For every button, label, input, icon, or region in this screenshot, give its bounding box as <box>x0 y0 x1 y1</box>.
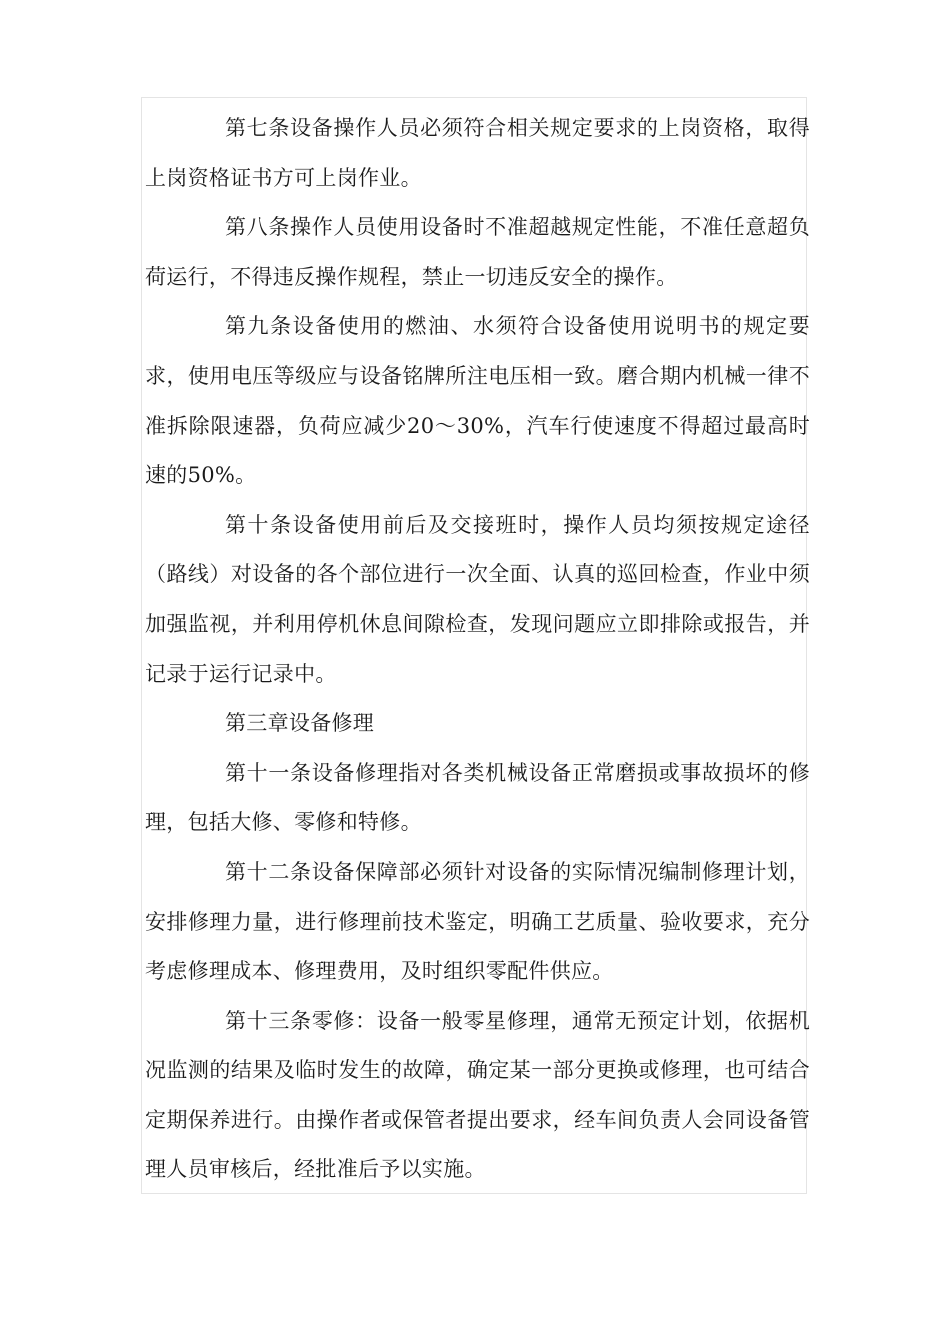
document-body <box>145 104 810 1195</box>
article-8-paragraph: 第八条操作人员使用设备时不准超越规定性能，不准任意超负荷运行，不得违反操作规程，禁止一切违反安全的操作。 <box>145 215 810 289</box>
chapter-3-heading: 第三章设备修理 <box>225 711 375 736</box>
article-11-paragraph: 第十一条设备修理指对各类机械设备正常磨损或事故损坏的修理，包括大修、零修和特修。 <box>145 760 810 835</box>
article-12-paragraph: 第十二条设备保障部必须针对设备的实际情况编制修理计划，安排修理力量，进行修理前技术鉴定，明确工艺质量、验收要求，充分考虑修理成本、修理费用，及时组织零配件供应。 <box>145 859 810 984</box>
article-9-paragraph: 第九条设备使用的燃油、水须符合设备使用说明书的规定要求，使用电压等级应与设备铭牌所注电压相一致。磨合期内机械一律不准拆除限速器，负荷应减少20～30%，汽车行使速度不得超过最高时速的50%。 <box>145 314 810 488</box>
article-10-paragraph: 第十条设备使用前后及交接班时，操作人员均须按规定途径（路线）对设备的各个部位进行一次全面、认真的巡回检查，作业中须加强监视，并利用停机休息间隙检查，发现问题应立即排除或报告，并记录于运行记录中。 <box>145 512 810 686</box>
article-7-paragraph: 第七条设备操作人员必须符合相关规定要求的上岗资格，取得上岗资格证书方可上岗作业。 <box>145 116 810 190</box>
article-13-paragraph: 第十三条零修：设备一般零星修理，通常无预定计划，依据机况监测的结果及临时发生的故障，确定某一部分更换或修理，也可结合定期保养进行。由操作者或保管者提出要求，经车间负责人会同设备管理人员审核后，经批准后予以实施。 <box>145 1008 810 1182</box>
